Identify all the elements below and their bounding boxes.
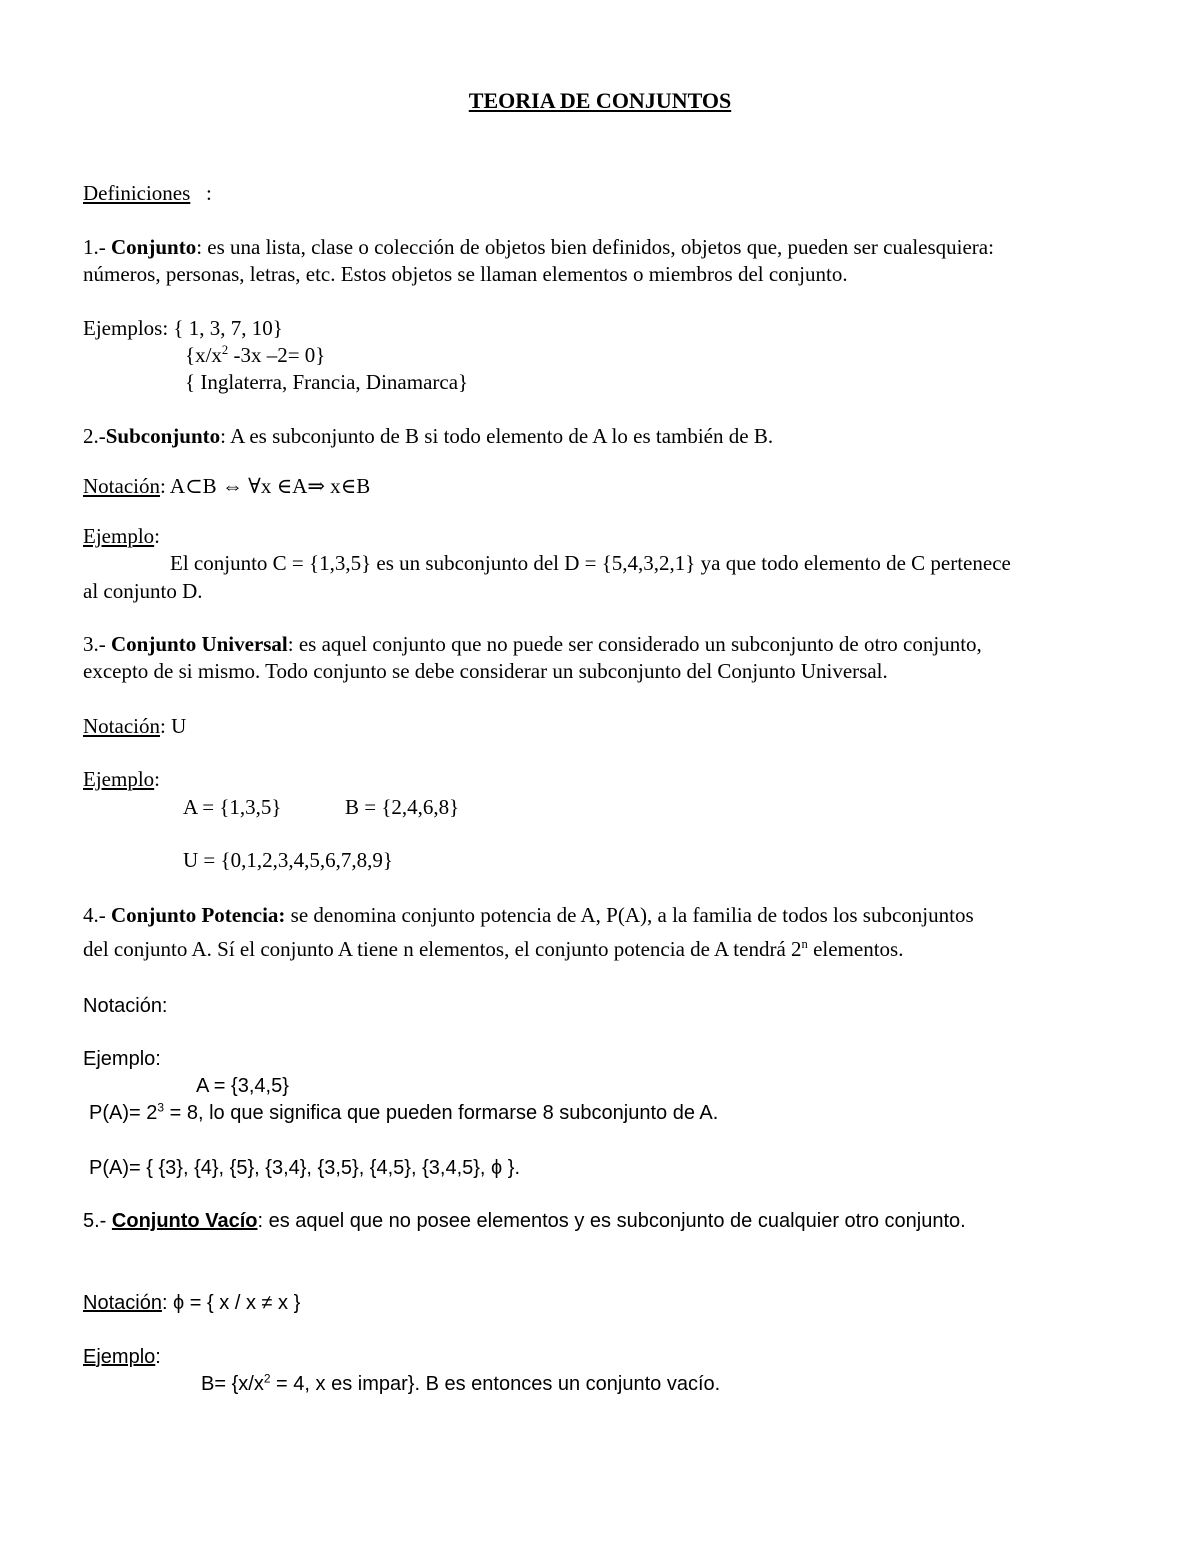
example-set-a: A = {1,3,5} xyxy=(183,795,282,819)
term-conjunto-universal: Conjunto Universal xyxy=(111,632,288,656)
section-heading-definiciones: Definiciones xyxy=(83,181,191,205)
example-potencia-count: $P(A)= 2^3 = 8$, lo que significa que pueden formarse 8 subconjunto de A. xyxy=(89,1100,719,1124)
notacion-universal: Notación: U xyxy=(83,714,187,738)
def-subconjunto: 2.-Subconjunto: A es subconjunto de B si todo elemento de A lo es también de B. xyxy=(83,424,774,448)
example-set-a-potencia: A = {3,4,5} xyxy=(196,1075,289,1097)
example-potencia-set: P(A)= { {3}, {4}, {5}, {3,4}, {3,5}, {4,5}, {3,4,5}, ϕ }. xyxy=(89,1157,521,1179)
def-potencia-line1: 4.- Conjunto Potencia: se denomina conjunto potencia de A, P(A), a la familia de todos los subconjuntos xyxy=(83,903,974,927)
notacion-potencia: Notación: xyxy=(83,995,168,1017)
notacion-subconjunto: Notación: A⊂B ⇔ ∀x ∈A⇒ x∈B xyxy=(83,474,371,498)
ejemplo-label-4: Ejemplo: xyxy=(83,1048,161,1070)
term-conjunto-potencia: Conjunto Potencia: xyxy=(111,903,286,927)
term-conjunto: Conjunto xyxy=(111,235,197,259)
def-conjunto-line1: 1.- Conjunto: es una lista, clase o colección de objetos bien definidos, objetos que, pueden ser cualesquiera: xyxy=(83,235,994,259)
def-potencia-line2: del conjunto A. Sí el conjunto A tiene n elementos, el conjunto potencia de A tendrá 2$^n$ elementos. xyxy=(83,937,904,961)
def-universal-line2: excepto de si mismo. Todo conjunto se debe considerar un subconjunto del Conjunto Universal. xyxy=(83,659,888,683)
colon: : xyxy=(206,181,212,205)
example-set-2: {$x/x^2$ -3x –2= 0} xyxy=(185,343,326,367)
example-set-1: { 1, 3, 7, 10} xyxy=(173,316,283,340)
def-universal-line1: 3.- Conjunto Universal: es aquel conjunto que no puede ser considerado un subconjunto de otro conjunto, xyxy=(83,632,982,656)
term-conjunto-vacio: Conjunto Vacío xyxy=(111,1210,258,1232)
def-conjunto-line2: números, personas, letras, etc. Estos objetos se llaman elementos o miembros del conjunto. xyxy=(83,262,848,286)
example-set-u: U = {0,1,2,3,4,5,6,7,8,9} xyxy=(183,848,393,872)
ejemplos-label: Ejemplos: { 1, 3, 7, 10} xyxy=(83,316,283,340)
page-title: TEORIA DE CONJUNTOS xyxy=(468,88,732,113)
ejemplo-subconjunto-line2: al conjunto D. xyxy=(83,579,203,603)
ejemplo-label-5: Ejemplo: xyxy=(83,1346,161,1368)
term-subconjunto: Subconjunto xyxy=(105,424,221,448)
notacion-vacio: Notación: ϕ = { x / x ≠ x } xyxy=(83,1292,301,1314)
example-vacio: $B= \{x/x^2 = 4$, x es impar}. B es entonces un conjunto vacío. xyxy=(201,1371,721,1395)
def-vacio: 5.- Conjunto Vacío: es aquel que no posee elementos y es subconjunto de cualquier otro conjunto. xyxy=(83,1210,966,1232)
ejemplo-subconjunto-line1: El conjunto C = {1,3,5} es un subconjunto del D = {5,4,3,2,1} ya que todo elemento de C pertenece xyxy=(170,551,1011,575)
example-set-3: { Inglaterra, Francia, Dinamarca} xyxy=(185,370,469,394)
ejemplo-label-2: Ejemplo: xyxy=(83,524,160,548)
ejemplo-label-3: Ejemplo: xyxy=(83,767,160,791)
example-set-b: B = {2,4,6,8} xyxy=(345,795,460,819)
